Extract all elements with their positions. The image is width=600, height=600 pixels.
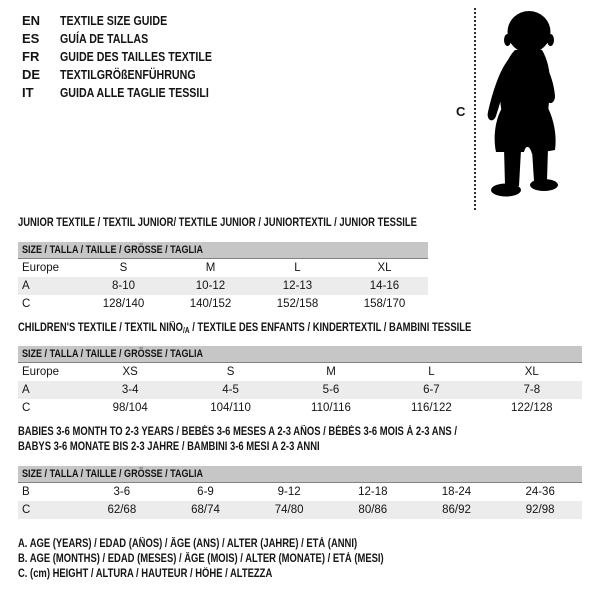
babies-table-title-line1: [18, 426, 553, 438]
table-row: [18, 483, 582, 501]
babies-size-table: [18, 466, 582, 519]
age-cell: 6-7: [423, 384, 440, 396]
junior-table-title: [18, 217, 504, 229]
age-cell: 18-24: [441, 486, 472, 498]
babies-table-title-text2: BABYS 3-6 MONATE BIS 2-3 JAHRE / BAMBINI 3-6 MESI A 2-3 ANNI: [18, 441, 320, 453]
height-measure-dotted-line: [474, 8, 476, 210]
legend-line-a: [18, 537, 464, 552]
legend-line-b: [18, 552, 464, 567]
table-row: [18, 259, 428, 277]
language-row-it: [22, 84, 245, 102]
row-label: Europe: [22, 366, 60, 378]
language-code: FR: [22, 49, 40, 64]
age-cell: 5-6: [322, 384, 340, 396]
row-label: Europe: [22, 262, 60, 274]
size-cell: M: [205, 262, 216, 274]
size-cell: XL: [524, 366, 539, 378]
size-cell: S: [226, 366, 235, 378]
language-title-list: [22, 12, 245, 102]
age-cell: 12-18: [358, 486, 388, 498]
height-cell: 92/98: [525, 504, 555, 516]
height-cell: 68/74: [191, 504, 220, 516]
language-code: EN: [22, 13, 41, 28]
title-part: CHILDREN'S TEXTILE / TEXTIL NIÑO: [18, 322, 184, 334]
height-cell: 122/128: [511, 402, 553, 414]
language-row-en: [22, 12, 245, 30]
babies-table-title-text1: BABIES 3-6 MONTH TO 2-3 YEARS / BEBÉS 3-6 MESES A 2-3 AÑOS / BÉBÉS 3-6 MOIS À 2-3 ANS /: [18, 426, 457, 438]
language-row-es: [22, 30, 245, 48]
language-code: ES: [22, 31, 40, 46]
table-row: [18, 277, 428, 295]
babies-table-title-line2: [18, 441, 386, 453]
age-cell: 9-12: [277, 486, 301, 498]
height-cell: 140/152: [189, 298, 232, 310]
language-row-de: [22, 66, 245, 84]
size-header-text: SIZE / TALLA / TAILLE / GRÖSSE / TAGLIA: [22, 244, 204, 256]
language-title: GUIDA ALLE TAGLIE TESSILI: [60, 85, 209, 100]
baby-silhouette-icon: [480, 8, 568, 204]
children-table-title: [18, 322, 571, 335]
height-cell: 128/140: [102, 298, 145, 310]
table-row: [18, 501, 582, 519]
size-cell: S: [119, 262, 128, 274]
legend-text-c: C. (cm) HEIGHT / ALTURA / HAUTEUR / HÖHE / ALTEZZA: [18, 568, 273, 580]
height-cell: 86/92: [442, 504, 471, 516]
language-title: TEXTILE SIZE GUIDE: [60, 13, 168, 28]
junior-size-table: [18, 242, 428, 313]
legend-line-c: [18, 567, 464, 582]
size-cell: L: [428, 366, 435, 378]
language-code: DE: [22, 67, 41, 82]
height-cell: 110/116: [311, 402, 351, 414]
age-cell: 7-8: [523, 384, 541, 396]
size-header-bar: [18, 242, 428, 259]
height-cell: 158/170: [363, 298, 406, 310]
size-cell: XL: [377, 262, 392, 274]
height-cell: 74/80: [274, 504, 304, 516]
row-label: A: [22, 384, 30, 396]
size-cell: L: [294, 262, 301, 274]
age-cell: 4-5: [222, 384, 239, 396]
size-header-text: SIZE / TALLA / TAILLE / GRÖSSE / TAGLIA: [22, 468, 204, 480]
title-subscript: /A: [183, 326, 190, 335]
height-cell: 104/110: [210, 402, 251, 414]
size-cell: XS: [122, 366, 138, 378]
row-label: A: [22, 280, 30, 292]
size-header-text: SIZE / TALLA / TAILLE / GRÖSSE / TAGLIA: [22, 348, 204, 360]
junior-table-title-text: JUNIOR TEXTILE / TEXTIL JUNIOR/ TEXTILE JUNIOR / JUNIORTEXTIL / JUNIOR TESSILE: [18, 217, 417, 229]
age-cell: 3-6: [113, 486, 131, 498]
size-header-bar: [18, 346, 582, 363]
title-part: / TEXTILE DES ENFANTS / KINDERTEXTIL / BAMBINI TESSILE: [189, 322, 472, 334]
language-code: IT: [22, 85, 34, 100]
height-cell: 80/86: [358, 504, 388, 516]
height-cell: 152/158: [276, 298, 319, 310]
row-label: C: [22, 402, 31, 414]
measurement-legend: [18, 537, 464, 582]
language-row-fr: [22, 48, 245, 66]
height-cell: 98/104: [112, 402, 148, 414]
age-cell: 12-13: [282, 280, 313, 292]
children-size-table: [18, 346, 582, 417]
row-label: B: [22, 486, 30, 498]
table-row: [18, 295, 428, 313]
legend-text-a: A. AGE (YEARS) / EDAD (AÑOS) / ÂGE (ANS) / ALTER (JAHRE) / ETÀ (ANNI): [18, 538, 358, 550]
age-cell: 14-16: [369, 280, 400, 292]
table-row: [18, 363, 582, 381]
age-cell: 8-10: [111, 280, 136, 292]
height-label-c: C: [456, 104, 466, 119]
age-cell: 10-12: [195, 280, 226, 292]
size-cell: M: [326, 366, 336, 378]
table-row: [18, 399, 582, 417]
age-cell: 6-9: [197, 486, 214, 498]
legend-text-b: B. AGE (MONTHS) / EDAD (MESES) / ÂGE (MOIS) / ALTER (MONATE) / ETÀ (MESI): [18, 553, 384, 565]
language-title: GUÍA DE TALLAS: [60, 31, 149, 46]
size-header-bar: [18, 466, 582, 483]
age-cell: 24-36: [525, 486, 555, 498]
age-cell: 3-4: [121, 384, 139, 396]
language-title: TEXTILGRÖßENFÜHRUNG: [60, 67, 196, 82]
table-row: [18, 381, 582, 399]
height-cell: 62/68: [107, 504, 137, 516]
row-label: C: [22, 504, 31, 516]
height-cell: 116/122: [411, 402, 452, 414]
children-table-title-text: [18, 322, 471, 335]
row-label: C: [22, 298, 31, 310]
language-title: GUIDE DES TAILLES TEXTILE: [60, 49, 213, 64]
